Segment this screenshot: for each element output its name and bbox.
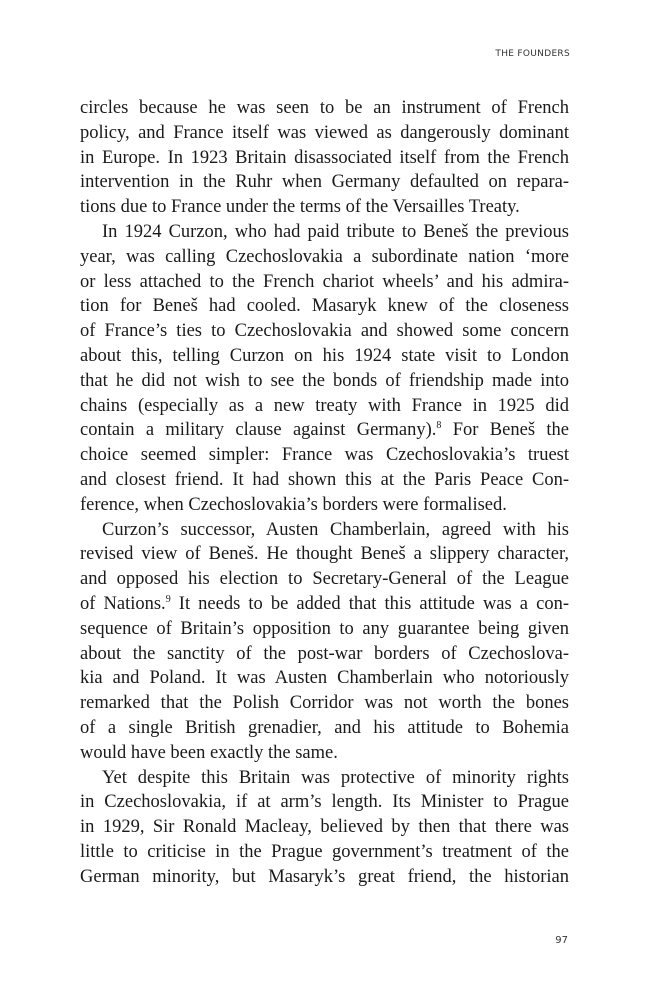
text-line: little to criticise in the Prague government’s treatment of the [80,841,569,862]
paragraph [80,220,569,518]
paragraph [80,96,569,220]
text-line: would have been exactly the same. [80,742,338,763]
text-line: in Czechoslovakia, if at arm’s length. Its Minister to Prague [80,792,569,813]
text-line: intervention in the Ruhr when Germany defaulted on repara- [80,172,569,193]
text-line: and opposed his election to Secretary-General of the League [80,569,569,590]
text-segment: contain a military clause against Germany). [80,420,437,441]
text-line: in 1929, Sir Ronald Macleay, believed by then that there was [80,817,569,838]
text-line: policy, and France itself was viewed as dangerously dominant [80,122,569,143]
text-line: tion for Beneš had cooled. Masaryk knew of the closeness [80,296,569,317]
text-line: tions due to France under the terms of the Versailles Treaty. [80,197,520,218]
text-line [80,592,569,617]
body-text [80,96,569,890]
text-line: sequence of Britain’s opposition to any guarantee being given [80,618,569,639]
text-line: year, was calling Czechoslovakia a subordinate nation ‘more [80,246,569,267]
text-line: German minority, but Masaryk’s great friend, the historian [80,866,569,887]
text-line: ference, when Czechoslovakia’s borders were formalised. [80,494,507,515]
text-line [80,418,569,443]
text-line: kia and Poland. It was Austen Chamberlain who notoriously [80,668,569,689]
text-line: about the sanctity of the post-war borders of Czechoslova- [80,643,569,664]
text-line: revised view of Beneš. He thought Beneš a slippery character, [80,544,569,565]
paragraph [80,766,569,890]
text-line: of a single British grenadier, and his attitude to Bohemia [80,717,569,738]
text-segment: of Nations. [80,593,166,614]
text-line: and closest friend. It had shown this at the Paris Peace Con- [80,469,569,490]
text-line: Yet despite this Britain was protective of minority rights [102,767,569,788]
text-line: that he did not wish to see the bonds of friendship made into [80,370,569,391]
text-line: choice seemed simpler: France was Czechoslovakia’s truest [80,445,569,466]
text-line: of France’s ties to Czechoslovakia and showed some concern [80,321,569,342]
footnote-ref: 9 [165,593,171,605]
text-line: about this, telling Curzon on his 1924 state visit to London [80,345,569,366]
footnote-ref: 8 [436,420,442,432]
text-line: or less attached to the French chariot wheels’ and his admira- [80,271,569,292]
text-line: Curzon’s successor, Austen Chamberlain, agreed with his [102,519,569,540]
paragraph [80,518,569,766]
text-line: remarked that the Polish Corridor was not worth the bones [80,693,569,714]
running-head: THE FOUNDERS [495,49,570,59]
text-segment: For Beneš the [441,420,569,441]
page-number: 97 [555,935,568,946]
text-line: chains (especially as a new treaty with France in 1925 did [80,395,569,416]
text-segment: It needs to be added that this attitude was a con- [170,593,569,614]
text-line: circles because he was seen to be an instrument of French [80,98,569,118]
text-line: In 1924 Curzon, who had paid tribute to Beneš the previous [102,221,569,242]
text-line: in Europe. In 1923 Britain disassociated itself from the French [80,147,569,168]
